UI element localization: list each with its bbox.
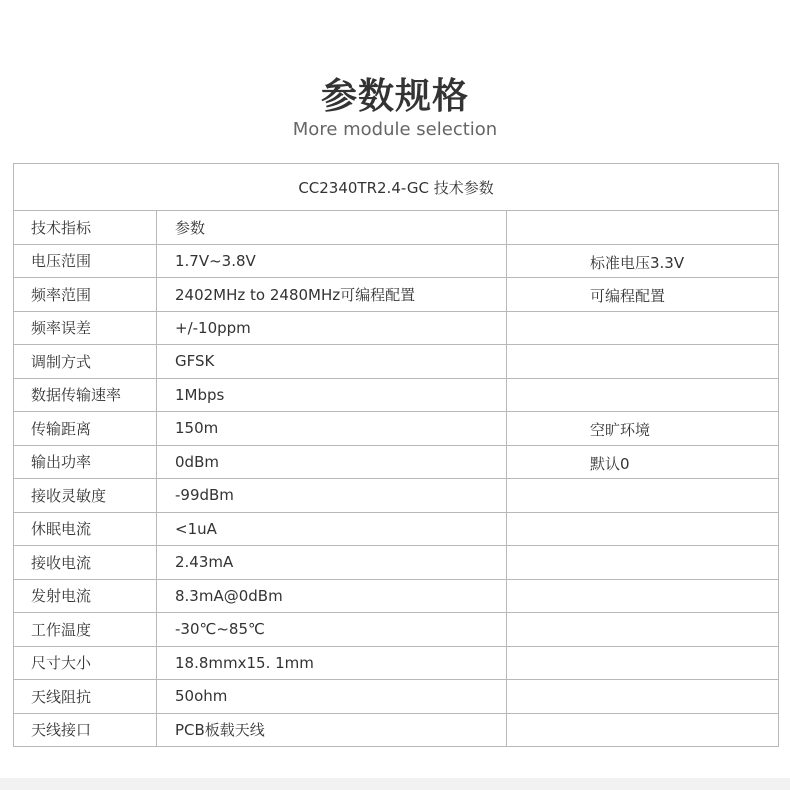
spec-note-cell [507, 211, 779, 245]
spec-name-cell: 天线接口 [14, 713, 157, 747]
bottom-divider [0, 778, 790, 790]
spec-value-cell: 1Mbps [157, 378, 507, 412]
spec-table [13, 163, 779, 747]
table-row [14, 646, 779, 680]
table-row [14, 713, 779, 747]
spec-value-cell: 0dBm [157, 445, 507, 479]
spec-value-cell: -30℃~85℃ [157, 613, 507, 647]
spec-note-cell [507, 613, 779, 647]
spec-value-cell: 8.3mA@0dBm [157, 579, 507, 613]
spec-value-cell: 50ohm [157, 680, 507, 714]
spec-name-cell: 尺寸大小 [14, 646, 157, 680]
spec-note-cell [507, 345, 779, 379]
spec-value-cell: 150m [157, 412, 507, 446]
spec-value-cell: 18.8mmx15. 1mm [157, 646, 507, 680]
table-row [14, 244, 779, 278]
spec-note-cell [507, 546, 779, 580]
table-row [14, 512, 779, 546]
spec-name-cell: 数据传输速率 [14, 378, 157, 412]
table-title: CC2340TR2.4-GC 技术参数 [14, 164, 779, 211]
spec-value-cell: <1uA [157, 512, 507, 546]
spec-value-cell: PCB板载天线 [157, 713, 507, 747]
spec-note-cell: 空旷环境 [507, 412, 779, 446]
spec-name-cell: 输出功率 [14, 445, 157, 479]
spec-note-cell [507, 311, 779, 345]
spec-note-cell [507, 713, 779, 747]
spec-name-cell: 技术指标 [14, 211, 157, 245]
spec-table-body [14, 164, 779, 747]
spec-name-cell: 天线阻抗 [14, 680, 157, 714]
spec-note-cell: 可编程配置 [507, 278, 779, 312]
table-row [14, 311, 779, 345]
table-row [14, 412, 779, 446]
table-title-row [14, 164, 779, 211]
table-row [14, 345, 779, 379]
spec-value-cell: 参数 [157, 211, 507, 245]
spec-name-cell: 频率范围 [14, 278, 157, 312]
spec-value-cell: 2402MHz to 2480MHz可编程配置 [157, 278, 507, 312]
spec-value-cell: 2.43mA [157, 546, 507, 580]
spec-value-cell: +/-10ppm [157, 311, 507, 345]
spec-note-cell [507, 646, 779, 680]
spec-name-cell: 工作温度 [14, 613, 157, 647]
spec-name-cell: 休眠电流 [14, 512, 157, 546]
table-row [14, 378, 779, 412]
spec-note-cell [507, 512, 779, 546]
table-row [14, 479, 779, 513]
table-row [14, 680, 779, 714]
spec-note-cell [507, 378, 779, 412]
spec-note-cell: 标准电压3.3V [507, 244, 779, 278]
spec-note-cell: 默认0 [507, 445, 779, 479]
spec-value-cell: -99dBm [157, 479, 507, 513]
page-subtitle: More module selection [292, 119, 498, 140]
table-row [14, 613, 779, 647]
spec-note-cell [507, 579, 779, 613]
spec-name-cell: 发射电流 [14, 579, 157, 613]
table-row [14, 546, 779, 580]
table-row [14, 278, 779, 312]
spec-name-cell: 传输距离 [14, 412, 157, 446]
spec-name-cell: 接收电流 [14, 546, 157, 580]
table-row [14, 445, 779, 479]
spec-name-cell: 接收灵敏度 [14, 479, 157, 513]
spec-note-cell [507, 680, 779, 714]
table-row [14, 211, 779, 245]
spec-name-cell: 调制方式 [14, 345, 157, 379]
spec-value-cell: 1.7V~3.8V [157, 244, 507, 278]
spec-note-cell [507, 479, 779, 513]
spec-value-cell: GFSK [157, 345, 507, 379]
page-title: 参数规格 [320, 76, 469, 117]
spec-name-cell: 电压范围 [14, 244, 157, 278]
spec-name-cell: 频率误差 [14, 311, 157, 345]
table-row [14, 579, 779, 613]
